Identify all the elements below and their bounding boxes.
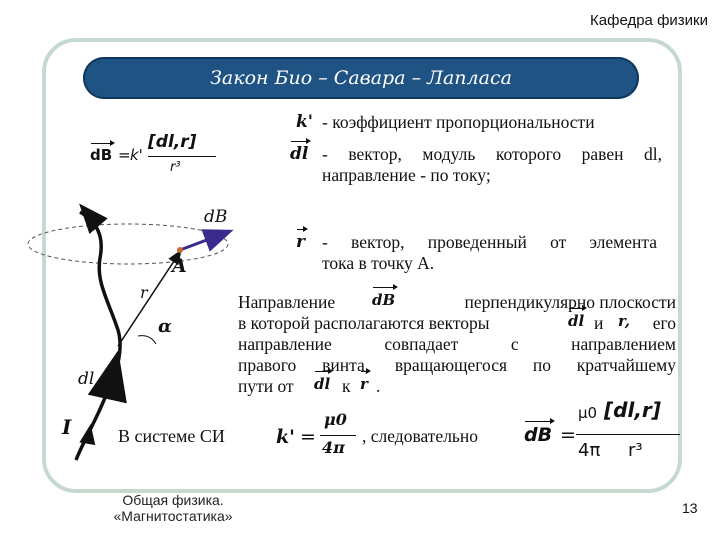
dB-symbol: dB — [372, 291, 396, 309]
si-final-formula: dB = μ0 [dl,r] 4π r³ — [524, 398, 684, 470]
point-A — [177, 247, 183, 253]
def-k-symbol: k' — [296, 112, 313, 132]
direction-line-4: правого винта, вращающегося по кратчайшему — [238, 355, 676, 375]
alpha-arc — [138, 336, 156, 344]
formula-eq: = — [118, 146, 131, 164]
formula-k: k' — [130, 146, 143, 164]
si-following-text: , следовательно — [362, 426, 479, 446]
formula-denominator: r³ — [170, 160, 181, 175]
footer-course-line-2: «Магнитостатика» — [113, 508, 233, 524]
def-dl-text-2: направление - по току; — [322, 165, 491, 185]
direction-line-1: Направление dB перпендикулярно плоскости — [238, 291, 676, 312]
def-r-text-1: - вектор, проведенный от элемента — [322, 232, 657, 252]
label-dl: dl — [78, 369, 95, 389]
label-A: A — [172, 255, 187, 277]
direction-line-5: пути от dl к r . — [238, 375, 381, 396]
si-k-formula: k' = μ0 4π — [276, 408, 366, 468]
direction-line-2: в которой располагаются векторы dl и r, его — [238, 312, 676, 333]
slide-title: Закон Био – Савара – Лапласа — [210, 67, 512, 89]
dl-symbol: dl — [568, 312, 585, 330]
label-I: I — [62, 415, 72, 439]
dB-vector — [180, 232, 228, 250]
formula-numerator: [dl,r] — [148, 132, 197, 152]
si-label: В системе СИ — [118, 426, 225, 446]
page-number: 13 — [682, 500, 698, 516]
def-r-symbol: r — [296, 232, 305, 252]
direction-line-3: направление совпадает с направлением — [238, 334, 676, 354]
def-dl-symbol: dl — [290, 144, 309, 164]
r-symbol: r, — [618, 312, 631, 330]
label-alpha: α — [158, 316, 172, 337]
def-dl-text-1: - вектор, модуль которого равен dl, — [322, 144, 662, 164]
current-wire — [76, 212, 120, 460]
department-header: Кафедра физики — [590, 12, 708, 29]
label-r: r — [140, 283, 148, 302]
def-r-text-2: тока в точку A. — [322, 253, 435, 273]
label-dB: dB — [204, 207, 228, 227]
formula-lhs: dB — [90, 146, 113, 164]
footer-course — [88, 492, 258, 524]
def-k-text: - коэффициент пропорциональности — [322, 112, 595, 132]
footer-course-line-1: Общая физика. — [122, 492, 224, 508]
